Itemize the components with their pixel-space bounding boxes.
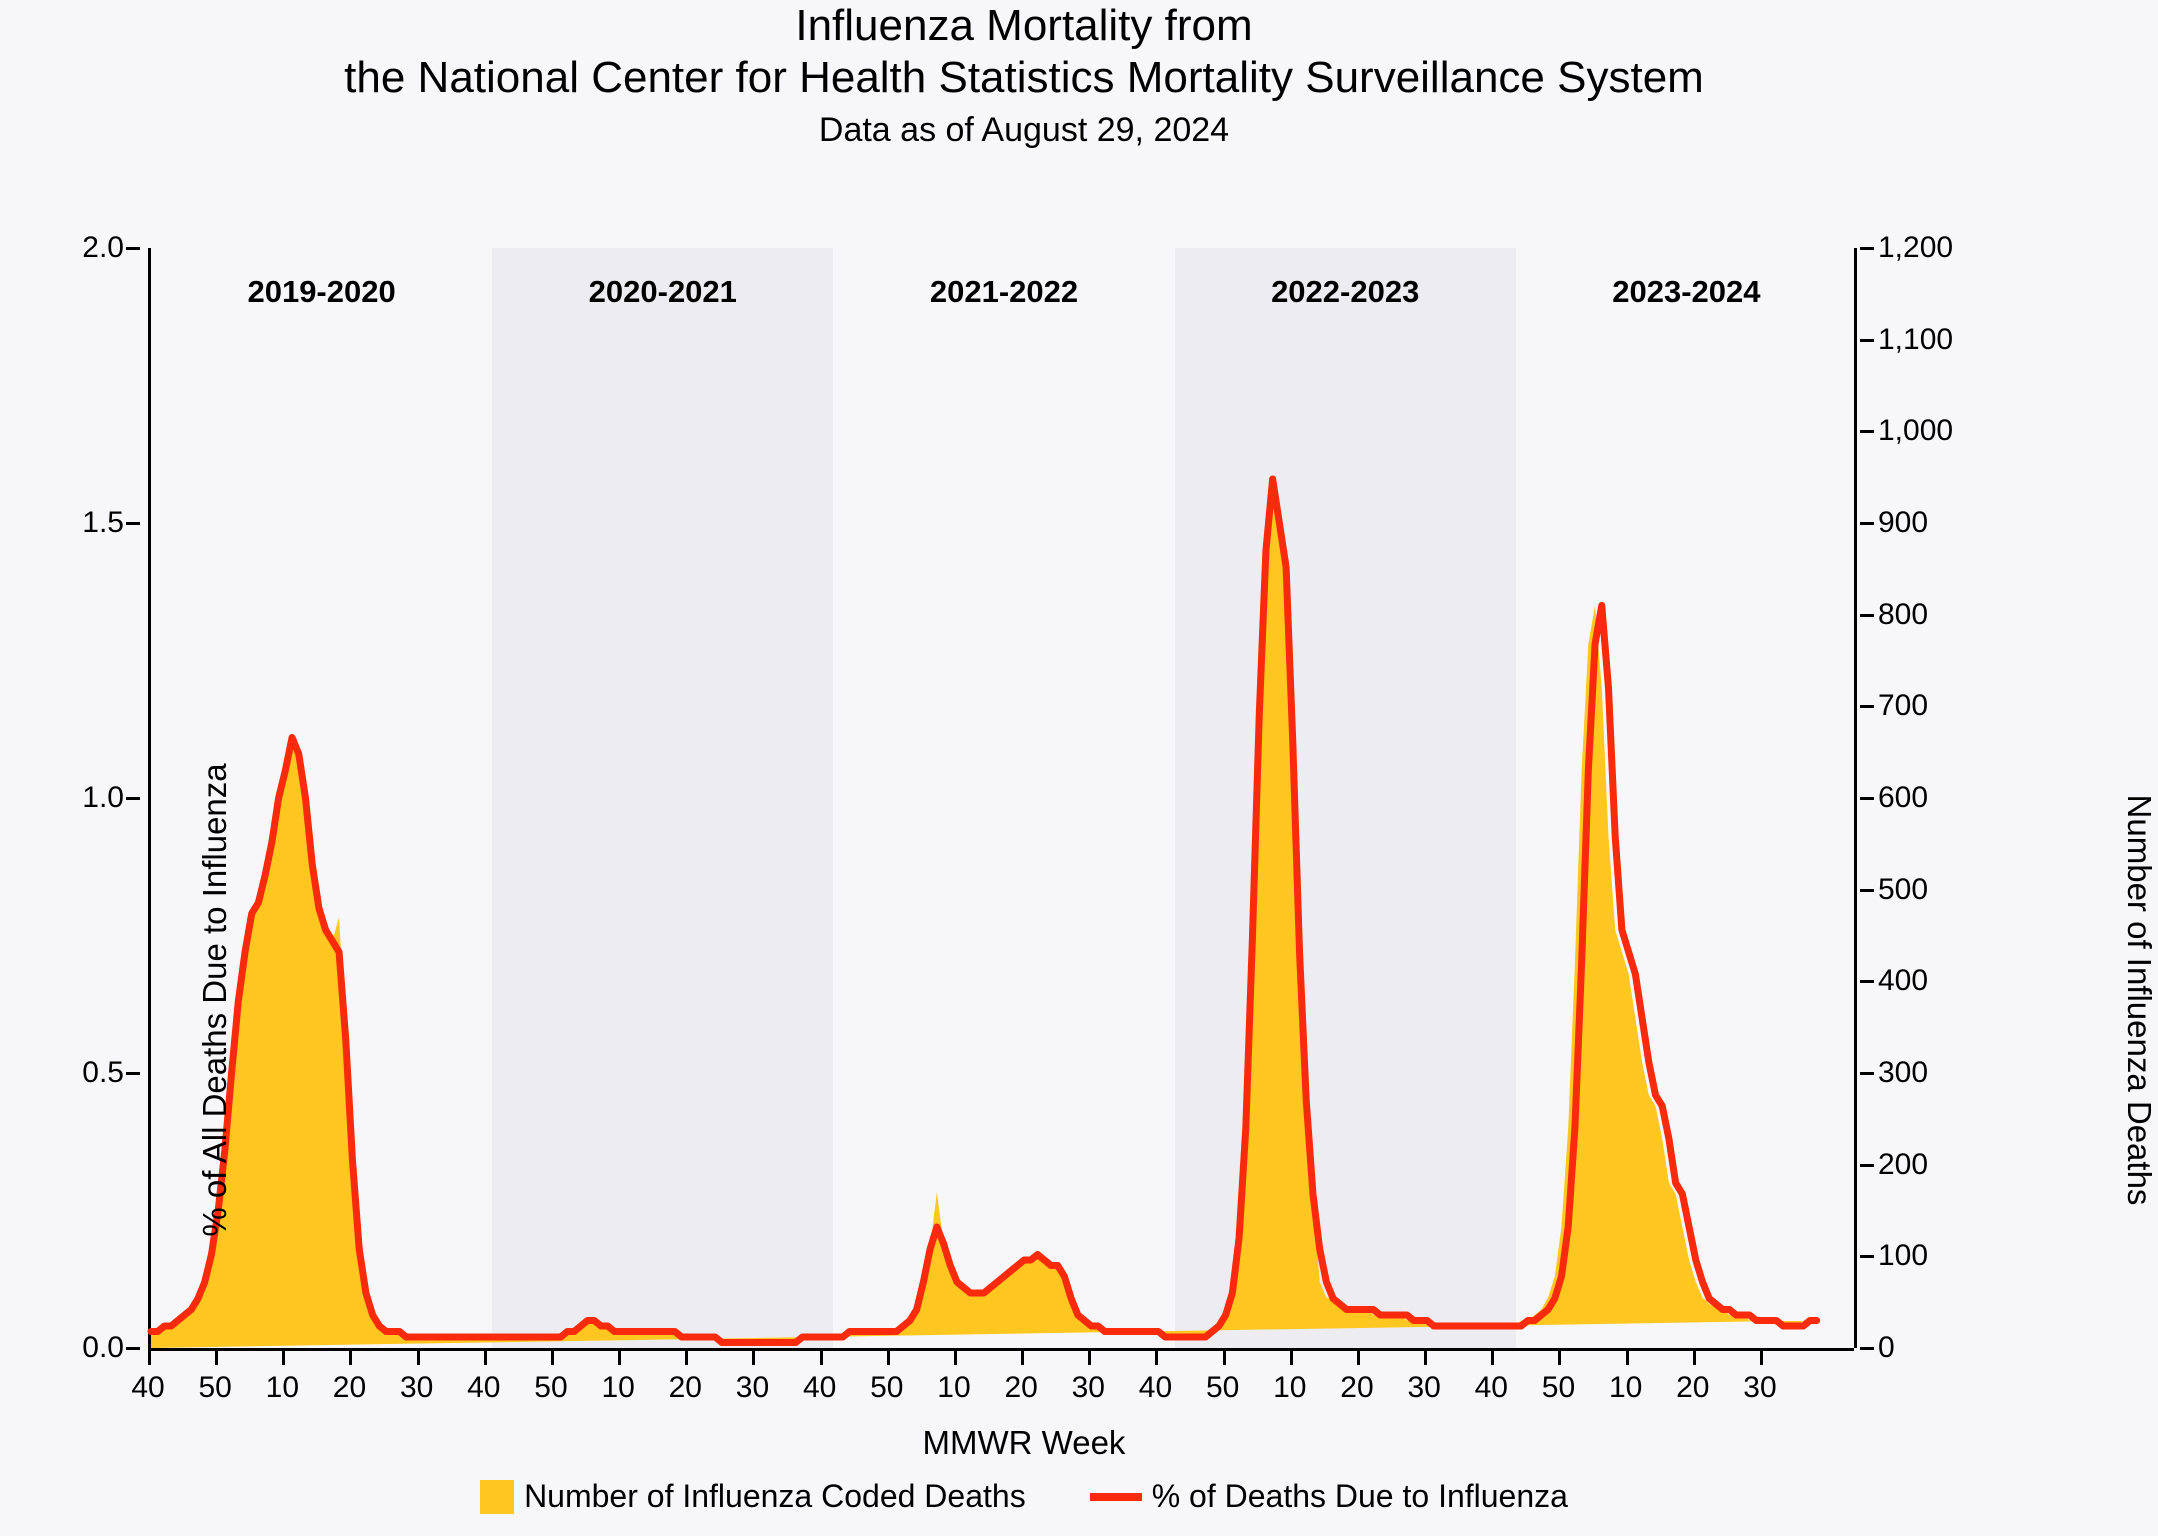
y-axis-left-tick-label: 0.0 — [82, 1331, 124, 1364]
plot-wrapper — [82, 231, 2158, 1364]
chart-legend — [0, 1478, 2048, 1515]
x-axis-tick-label: 10 — [1273, 1371, 1307, 1404]
x-axis-tick-label: 10 — [265, 1371, 300, 1404]
x-axis-tick-label: 20 — [1004, 1371, 1038, 1404]
y-axis-right-tick-mark — [1860, 1255, 1874, 1258]
percent-deaths-line — [151, 479, 1817, 1343]
y-axis-left-tick-label: 1.5 — [82, 506, 124, 539]
y-axis-right-tick-mark — [1860, 430, 1874, 433]
y-axis-right-tick-label: 500 — [1878, 872, 1929, 906]
x-axis-tick-label: 50 — [198, 1371, 232, 1404]
x-axis-tick-label: 40 — [1474, 1371, 1508, 1404]
y-axis-left-title: % of All Deaths Due to Influenza — [196, 763, 233, 1237]
y-axis-right-tick-mark — [1860, 339, 1874, 342]
y-axis-right-tick-label: 600 — [1878, 781, 1929, 814]
y-axis-right-tick-label: 0 — [1878, 1331, 1895, 1364]
x-axis-tick-label: 20 — [1340, 1371, 1374, 1404]
x-axis-ticks — [131, 1351, 1854, 1421]
y-axis-right-tick-label: 100 — [1878, 1239, 1929, 1273]
y-axis-right-tick-mark — [1860, 1072, 1874, 1075]
x-axis-tick-label: 30 — [399, 1371, 434, 1404]
x-axis-tick-label: 30 — [1407, 1371, 1441, 1404]
x-axis-tick-mark — [282, 1351, 285, 1365]
season-label: 2019-2020 — [247, 274, 396, 309]
x-axis-tick-mark — [1155, 1351, 1158, 1365]
x-axis-tick-mark — [417, 1351, 420, 1365]
plot-area — [148, 248, 1854, 1348]
x-axis-tick-mark — [685, 1351, 688, 1365]
y-axis-left-tick-mark — [126, 797, 140, 800]
x-axis-tick-mark — [1223, 1351, 1226, 1365]
y-axis-right-tick-mark — [1860, 980, 1874, 983]
x-axis-tick-label: 40 — [131, 1371, 165, 1404]
x-axis-tick-mark — [887, 1351, 890, 1365]
y-axis-right-tick-mark — [1860, 247, 1874, 250]
x-axis-tick-mark — [954, 1351, 957, 1365]
x-axis-tick-label: 30 — [1071, 1371, 1105, 1404]
series-svg — [151, 248, 1857, 1348]
x-axis-title: MMWR Week — [922, 1424, 1126, 1461]
legend-label-area: Number of Influenza Coded Deaths — [524, 1478, 1026, 1514]
season-label: 2022-2023 — [1271, 274, 1420, 309]
x-axis-tick-label: 30 — [735, 1371, 770, 1404]
x-axis-tick-label: 50 — [534, 1371, 568, 1404]
y-axis-left-tick-label: 1.0 — [82, 781, 124, 814]
y-axis-right-tick-mark — [1860, 797, 1874, 800]
x-axis-tick-mark — [1088, 1351, 1091, 1365]
y-axis-right-tick-mark — [1860, 522, 1874, 525]
y-axis-right-tick-mark — [1860, 614, 1874, 617]
y-axis-right-ticks — [1860, 231, 1980, 1364]
x-axis-tick-mark — [484, 1351, 487, 1365]
x-axis-tick-label: 20 — [668, 1371, 702, 1404]
x-axis-tick-label: 10 — [1608, 1371, 1643, 1404]
y-axis-right-tick-label: 1,200 — [1878, 231, 1954, 264]
legend-item-area — [480, 1478, 1026, 1515]
chart-title-line-1: Influenza Mortality from — [795, 1, 1253, 50]
x-axis-tick-label: 50 — [1541, 1371, 1576, 1404]
x-axis-tick-label: 20 — [1676, 1371, 1710, 1404]
y-axis-right-tick-label: 900 — [1878, 506, 1929, 539]
x-axis-tick-label: 40 — [802, 1371, 837, 1404]
y-axis-right-tick-label: 800 — [1878, 597, 1929, 631]
x-axis-tick-label: 50 — [870, 1371, 904, 1404]
x-axis-tick-mark — [551, 1351, 554, 1365]
x-axis-tick-mark — [215, 1351, 218, 1365]
season-label: 2023-2024 — [1612, 274, 1761, 309]
y-axis-right-tick-label: 300 — [1878, 1056, 1929, 1089]
legend-item-line — [1090, 1478, 1568, 1515]
season-label: 2021-2022 — [929, 274, 1079, 309]
x-axis-tick-mark — [1491, 1351, 1494, 1365]
y-axis-left-tick-label: 0.5 — [82, 1056, 124, 1089]
x-axis-tick-mark — [1558, 1351, 1561, 1365]
x-axis-tick-mark — [752, 1351, 755, 1365]
y-axis-left-tick-mark — [126, 522, 140, 525]
y-axis-right-tick-label: 700 — [1878, 689, 1929, 723]
y-axis-right-line — [1854, 248, 1857, 1348]
x-axis-tick-mark — [618, 1351, 621, 1365]
y-axis-left-tick-mark — [126, 1072, 140, 1075]
chart-subtitle: Data as of August 29, 2024 — [818, 111, 1230, 149]
x-axis-tick-label: 10 — [601, 1371, 635, 1404]
y-axis-right-tick-label: 400 — [1878, 964, 1929, 998]
line-swatch-icon — [1090, 1493, 1142, 1501]
x-axis-tick-mark — [349, 1351, 352, 1365]
x-axis-tick-mark — [1021, 1351, 1024, 1365]
legend-label-line: % of Deaths Due to Influenza — [1151, 1478, 1568, 1514]
x-axis-tick-label: 20 — [332, 1371, 367, 1404]
y-axis-right-tick-mark — [1860, 889, 1874, 892]
x-axis-tick-mark — [1693, 1351, 1696, 1365]
x-axis-tick-label: 40 — [1138, 1371, 1173, 1404]
area-swatch-icon — [480, 1480, 514, 1514]
y-axis-right-tick-label: 200 — [1878, 1147, 1929, 1181]
y-axis-right-tick-mark — [1860, 1164, 1874, 1167]
y-axis-left-tick-mark — [126, 1347, 140, 1350]
chart-title-line-2: the National Center for Health Statistics Mortality Surveillance System — [344, 53, 1704, 102]
x-axis-tick-label: 40 — [467, 1371, 501, 1404]
x-axis-tick-label: 50 — [1205, 1371, 1240, 1404]
x-axis-tick-mark — [1290, 1351, 1293, 1365]
x-axis-tick-mark — [1760, 1351, 1763, 1365]
x-axis-tick-label: 10 — [937, 1371, 971, 1404]
y-axis-left-tick-mark — [126, 247, 140, 250]
x-axis-tick-mark — [148, 1351, 151, 1365]
x-axis-tick-label: 30 — [1743, 1371, 1777, 1404]
y-axis-right-title: Number of Influenza Deaths — [2121, 794, 2158, 1206]
chart-title-block — [0, 0, 2048, 152]
y-axis-right-tick-label: 1,000 — [1878, 414, 1954, 448]
y-axis-right-tick-mark — [1860, 1347, 1874, 1350]
x-axis-tick-mark — [1357, 1351, 1360, 1365]
y-axis-right-tick-label: 1,100 — [1878, 322, 1954, 356]
y-axis-left-tick-label: 2.0 — [82, 231, 124, 264]
x-axis-tick-mark — [820, 1351, 823, 1365]
x-axis-tick-mark — [1424, 1351, 1427, 1365]
x-axis-tick-mark — [1626, 1351, 1629, 1365]
y-axis-right-tick-mark — [1860, 705, 1874, 708]
influenza-deaths-area — [151, 477, 1810, 1348]
season-label: 2020-2021 — [588, 274, 737, 309]
y-axis-left-ticks — [20, 231, 140, 1364]
